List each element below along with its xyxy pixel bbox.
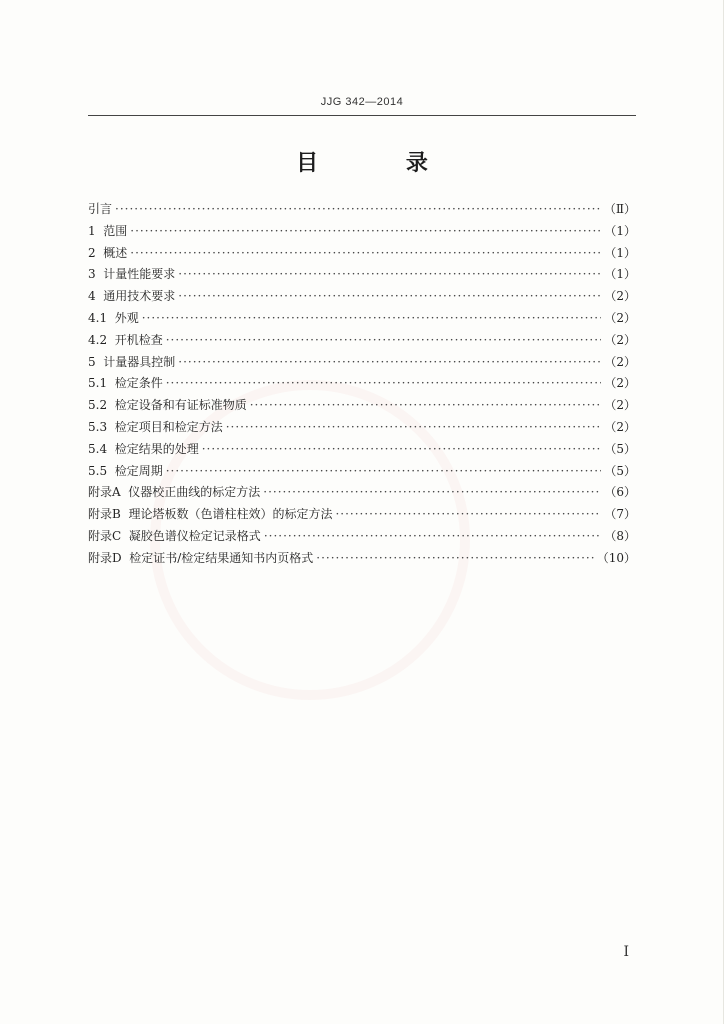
toc-item[interactable] bbox=[88, 286, 636, 308]
toc-item-label: 2 概述 bbox=[88, 245, 128, 260]
toc-item[interactable] bbox=[88, 439, 636, 461]
toc-item[interactable] bbox=[88, 308, 636, 330]
toc-item-page: （Ⅱ） bbox=[603, 202, 636, 216]
toc-item[interactable] bbox=[88, 548, 636, 570]
toc-item[interactable] bbox=[88, 395, 636, 417]
toc-item-page: （2） bbox=[604, 376, 636, 391]
toc-item[interactable] bbox=[88, 482, 636, 504]
toc-item-page: （10） bbox=[596, 550, 636, 565]
toc-item[interactable] bbox=[88, 417, 636, 439]
toc-leader-dots bbox=[130, 243, 601, 265]
header-rule bbox=[88, 115, 636, 116]
toc-item[interactable] bbox=[88, 461, 636, 483]
toc-item-label: 附录B 理论塔板数（色谱柱柱效）的标定方法 bbox=[88, 507, 333, 522]
toc-item-page: （1） bbox=[604, 245, 636, 260]
toc-item[interactable] bbox=[88, 330, 636, 352]
toc-item-label: 4 通用技术要求 bbox=[88, 289, 176, 304]
toc-leader-dots bbox=[166, 373, 602, 395]
toc-item[interactable] bbox=[88, 264, 636, 286]
toc-item-label: 5.3 检定项目和检定方法 bbox=[88, 419, 223, 434]
toc-item-page: （7） bbox=[604, 507, 636, 522]
toc-item-page: （1） bbox=[604, 267, 636, 282]
toc-item[interactable] bbox=[88, 504, 636, 526]
toc-item-page: （2） bbox=[604, 310, 636, 325]
toc-item-page: （1） bbox=[604, 223, 636, 238]
toc-item-label: 5.5 检定周期 bbox=[88, 463, 163, 478]
toc-item-label: 5.2 检定设备和有证标准物质 bbox=[88, 398, 247, 413]
toc-item-page: （5） bbox=[604, 441, 636, 456]
toc-item-label: 附录D 检定证书/检定结果通知书内页格式 bbox=[88, 550, 314, 565]
toc-item[interactable] bbox=[88, 243, 636, 265]
toc-item-page: （8） bbox=[604, 528, 636, 543]
standard-code-header: JJG 342—2014 bbox=[320, 96, 404, 108]
toc-leader-dots bbox=[178, 286, 601, 308]
toc-item-label: 5.4 检定结果的处理 bbox=[88, 441, 199, 456]
toc-item-page: （5） bbox=[604, 463, 636, 478]
page-title: 目 录 bbox=[296, 150, 468, 176]
toc-item[interactable] bbox=[88, 221, 636, 243]
toc-item-page: （6） bbox=[604, 485, 636, 500]
toc-leader-dots bbox=[250, 395, 602, 417]
toc-item-page: （2） bbox=[604, 354, 636, 369]
toc-item-page: （2） bbox=[604, 419, 636, 434]
toc-item-label: 1 范围 bbox=[88, 223, 128, 238]
toc-leader-dots bbox=[316, 548, 593, 570]
toc-item-label: 4.2 开机检查 bbox=[88, 332, 163, 347]
toc-leader-dots bbox=[166, 330, 602, 352]
table-of-contents bbox=[88, 199, 636, 570]
toc-item-label: 附录C 凝胶色谱仪检定记录格式 bbox=[88, 528, 261, 543]
toc-item[interactable] bbox=[88, 199, 636, 221]
toc-item-label: 4.1 外观 bbox=[88, 310, 139, 325]
toc-item-label: 引言 bbox=[88, 202, 113, 216]
toc-leader-dots bbox=[115, 199, 601, 221]
toc-item[interactable] bbox=[88, 526, 636, 548]
toc-item-label: 5 计量器具控制 bbox=[88, 354, 176, 369]
toc-item-page: （2） bbox=[604, 398, 636, 413]
toc-leader-dots bbox=[142, 308, 602, 330]
toc-item[interactable] bbox=[88, 373, 636, 395]
toc-item-label: 5.1 检定条件 bbox=[88, 376, 163, 391]
toc-item-page: （2） bbox=[604, 332, 636, 347]
page-number: I bbox=[623, 944, 629, 960]
toc-leader-dots bbox=[226, 417, 602, 439]
toc-leader-dots bbox=[263, 482, 601, 504]
toc-item-page: （2） bbox=[604, 289, 636, 304]
toc-item-label: 附录A 仪器校正曲线的标定方法 bbox=[88, 485, 261, 500]
toc-item[interactable] bbox=[88, 352, 636, 374]
toc-leader-dots bbox=[178, 264, 601, 286]
toc-leader-dots bbox=[130, 221, 601, 243]
toc-leader-dots bbox=[166, 461, 602, 483]
toc-leader-dots bbox=[202, 439, 602, 461]
toc-item-label: 3 计量性能要求 bbox=[88, 267, 176, 282]
toc-leader-dots bbox=[335, 504, 601, 526]
toc-leader-dots bbox=[178, 352, 601, 374]
toc-leader-dots bbox=[264, 526, 602, 548]
